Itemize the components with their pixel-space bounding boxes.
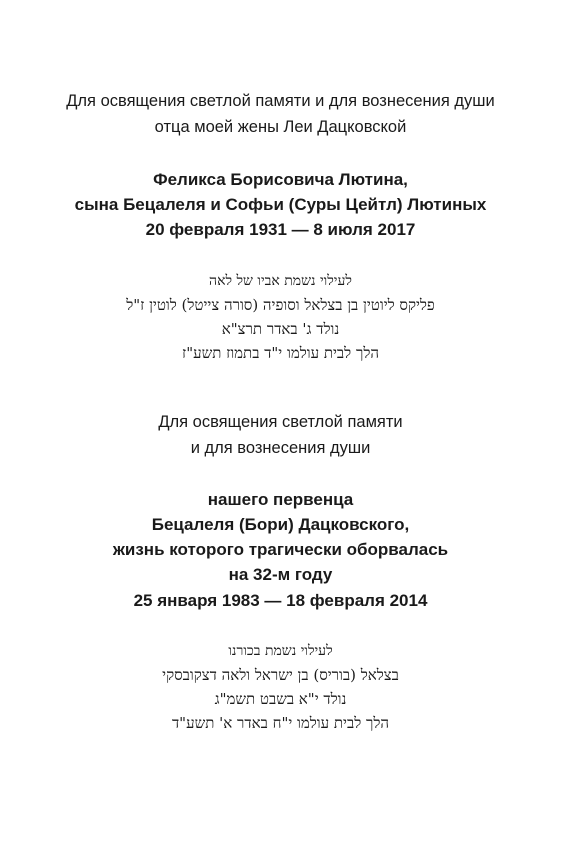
dedication-2-dates-line: 25 января 1983 — 18 февраля 2014 — [133, 591, 428, 610]
dedication-2-name-line-3: жизнь которого трагически оборвалась — [112, 540, 449, 559]
dedication-2-hebrew-line-2: בצלאל (בוריס) בן ישראל ולאה דצקובסקי — [162, 666, 399, 684]
dedication-1-name-line: Феликса Борисовича Лютина, — [153, 170, 408, 189]
dedication-1-dates-line: 20 февраля 1931 — 8 июля 2017 — [145, 220, 416, 239]
dedication-1-intro-line-2: отца моей жены Леи Дацковской — [154, 118, 407, 136]
dedication-2-name-line-2: Бецалеля (Бори) Дацковского, — [151, 515, 410, 534]
dedication-1-hebrew-line-3: נולד ג' באדר תרצ"א — [221, 320, 340, 338]
dedication-2-name-line-1: нашего первенца — [207, 490, 354, 509]
dedication-2-hebrew-line-4: הלך לבית עולמו י"ח באדר א' תשע"ד — [171, 714, 390, 732]
dedication-1-hebrew-line-4: הלך לבית עולמו י"ד בתמוז תשע"ז — [182, 344, 379, 362]
dedication-2-name-line-4: на 32-м году — [228, 565, 333, 584]
dedication-1-hebrew-line-2: פליקס ליוטין בן בצלאל וסופיה (סורה צייטל) לוטין ז"ל — [126, 296, 435, 314]
dedication-1-hebrew-line-1: לעילוי נשמת אביו של לאה — [209, 273, 352, 289]
dedication-1-parents-line: сына Бецалеля и Софьи (Суры Цейтл) Лютиных — [74, 195, 487, 214]
dedication-2-hebrew-line-1: לעילוי נשמת בכורנו — [228, 643, 333, 659]
dedication-2-intro-line-2: и для вознесения души — [190, 439, 371, 457]
dedication-1-intro-line-1: Для освящения светлой памяти и для вознесения души — [66, 92, 495, 110]
dedication-2-intro-line-1: Для освящения светлой памяти — [158, 413, 403, 431]
dedication-2-hebrew-line-3: נולד י"א בשבט תשמ"ג — [214, 690, 347, 708]
